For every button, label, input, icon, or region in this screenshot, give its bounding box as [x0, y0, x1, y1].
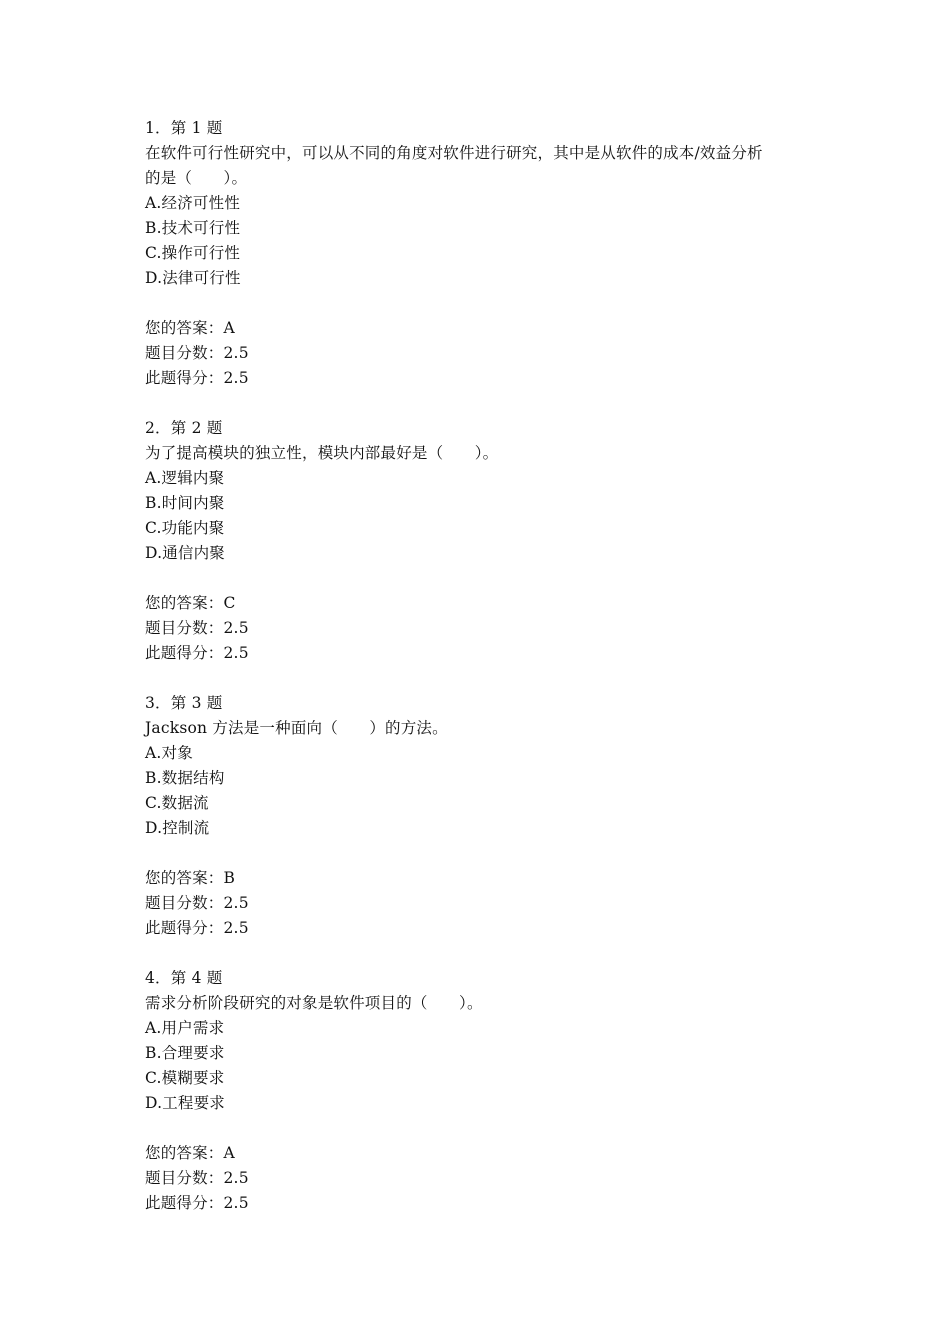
question-stem-line: 需求分析阶段研究的对象是软件项目的（ ）。 — [145, 994, 483, 1012]
your-answer: 您的答案：A — [145, 319, 235, 337]
option-d: D.控制流 — [145, 819, 210, 837]
exam-page — [145, 116, 825, 1216]
question-stem-line: 在软件可行性研究中，可以从不同的角度对软件进行研究，其中是从软件的成本/效益分析 — [145, 144, 763, 162]
option-a: A.逻辑内聚 — [145, 469, 225, 487]
your-answer: 您的答案：B — [145, 869, 236, 887]
option-d: D.法律可行性 — [145, 269, 241, 287]
question-header: 4．第 4 题 — [145, 969, 223, 987]
question-block — [145, 966, 825, 1216]
question-score: 题目分数：2.5 — [145, 1169, 249, 1187]
option-d: D.通信内聚 — [145, 544, 226, 562]
spacer — [145, 391, 825, 416]
question-header: 2．第 2 题 — [145, 419, 223, 437]
earned-score: 此题得分：2.5 — [145, 369, 249, 387]
question-header: 3．第 3 题 — [145, 694, 223, 712]
question-score: 题目分数：2.5 — [145, 619, 249, 637]
spacer — [145, 941, 825, 966]
option-c: C.模糊要求 — [145, 1069, 225, 1087]
option-b: B.时间内聚 — [145, 494, 225, 512]
option-d: D.工程要求 — [145, 1094, 226, 1112]
your-answer: 您的答案：A — [145, 1144, 235, 1162]
option-b: B.合理要求 — [145, 1044, 225, 1062]
earned-score: 此题得分：2.5 — [145, 1194, 249, 1212]
option-c: C.功能内聚 — [145, 519, 225, 537]
question-score: 题目分数：2.5 — [145, 894, 249, 912]
option-a: A.经济可性性 — [145, 194, 241, 212]
option-c: C.数据流 — [145, 794, 209, 812]
question-stem-line: 的是（ ）。 — [145, 169, 248, 187]
earned-score: 此题得分：2.5 — [145, 644, 249, 662]
question-header: 1．第 1 题 — [145, 119, 223, 137]
option-a: A.用户需求 — [145, 1019, 225, 1037]
spacer — [145, 1116, 825, 1141]
question-stem-line: Jackson 方法是一种面向（ ）的方法。 — [145, 719, 448, 737]
spacer — [145, 841, 825, 866]
question-block — [145, 116, 825, 416]
spacer — [145, 566, 825, 591]
earned-score: 此题得分：2.5 — [145, 919, 249, 937]
spacer — [145, 291, 825, 316]
option-b: B.数据结构 — [145, 769, 225, 787]
question-block — [145, 691, 825, 966]
option-c: C.操作可行性 — [145, 244, 241, 262]
spacer — [145, 666, 825, 691]
option-b: B.技术可行性 — [145, 219, 241, 237]
your-answer: 您的答案：C — [145, 594, 236, 612]
question-score: 题目分数：2.5 — [145, 344, 249, 362]
option-a: A.对象 — [145, 744, 193, 762]
question-stem-line: 为了提高模块的独立性，模块内部最好是（ ）。 — [145, 444, 499, 462]
question-block — [145, 416, 825, 691]
